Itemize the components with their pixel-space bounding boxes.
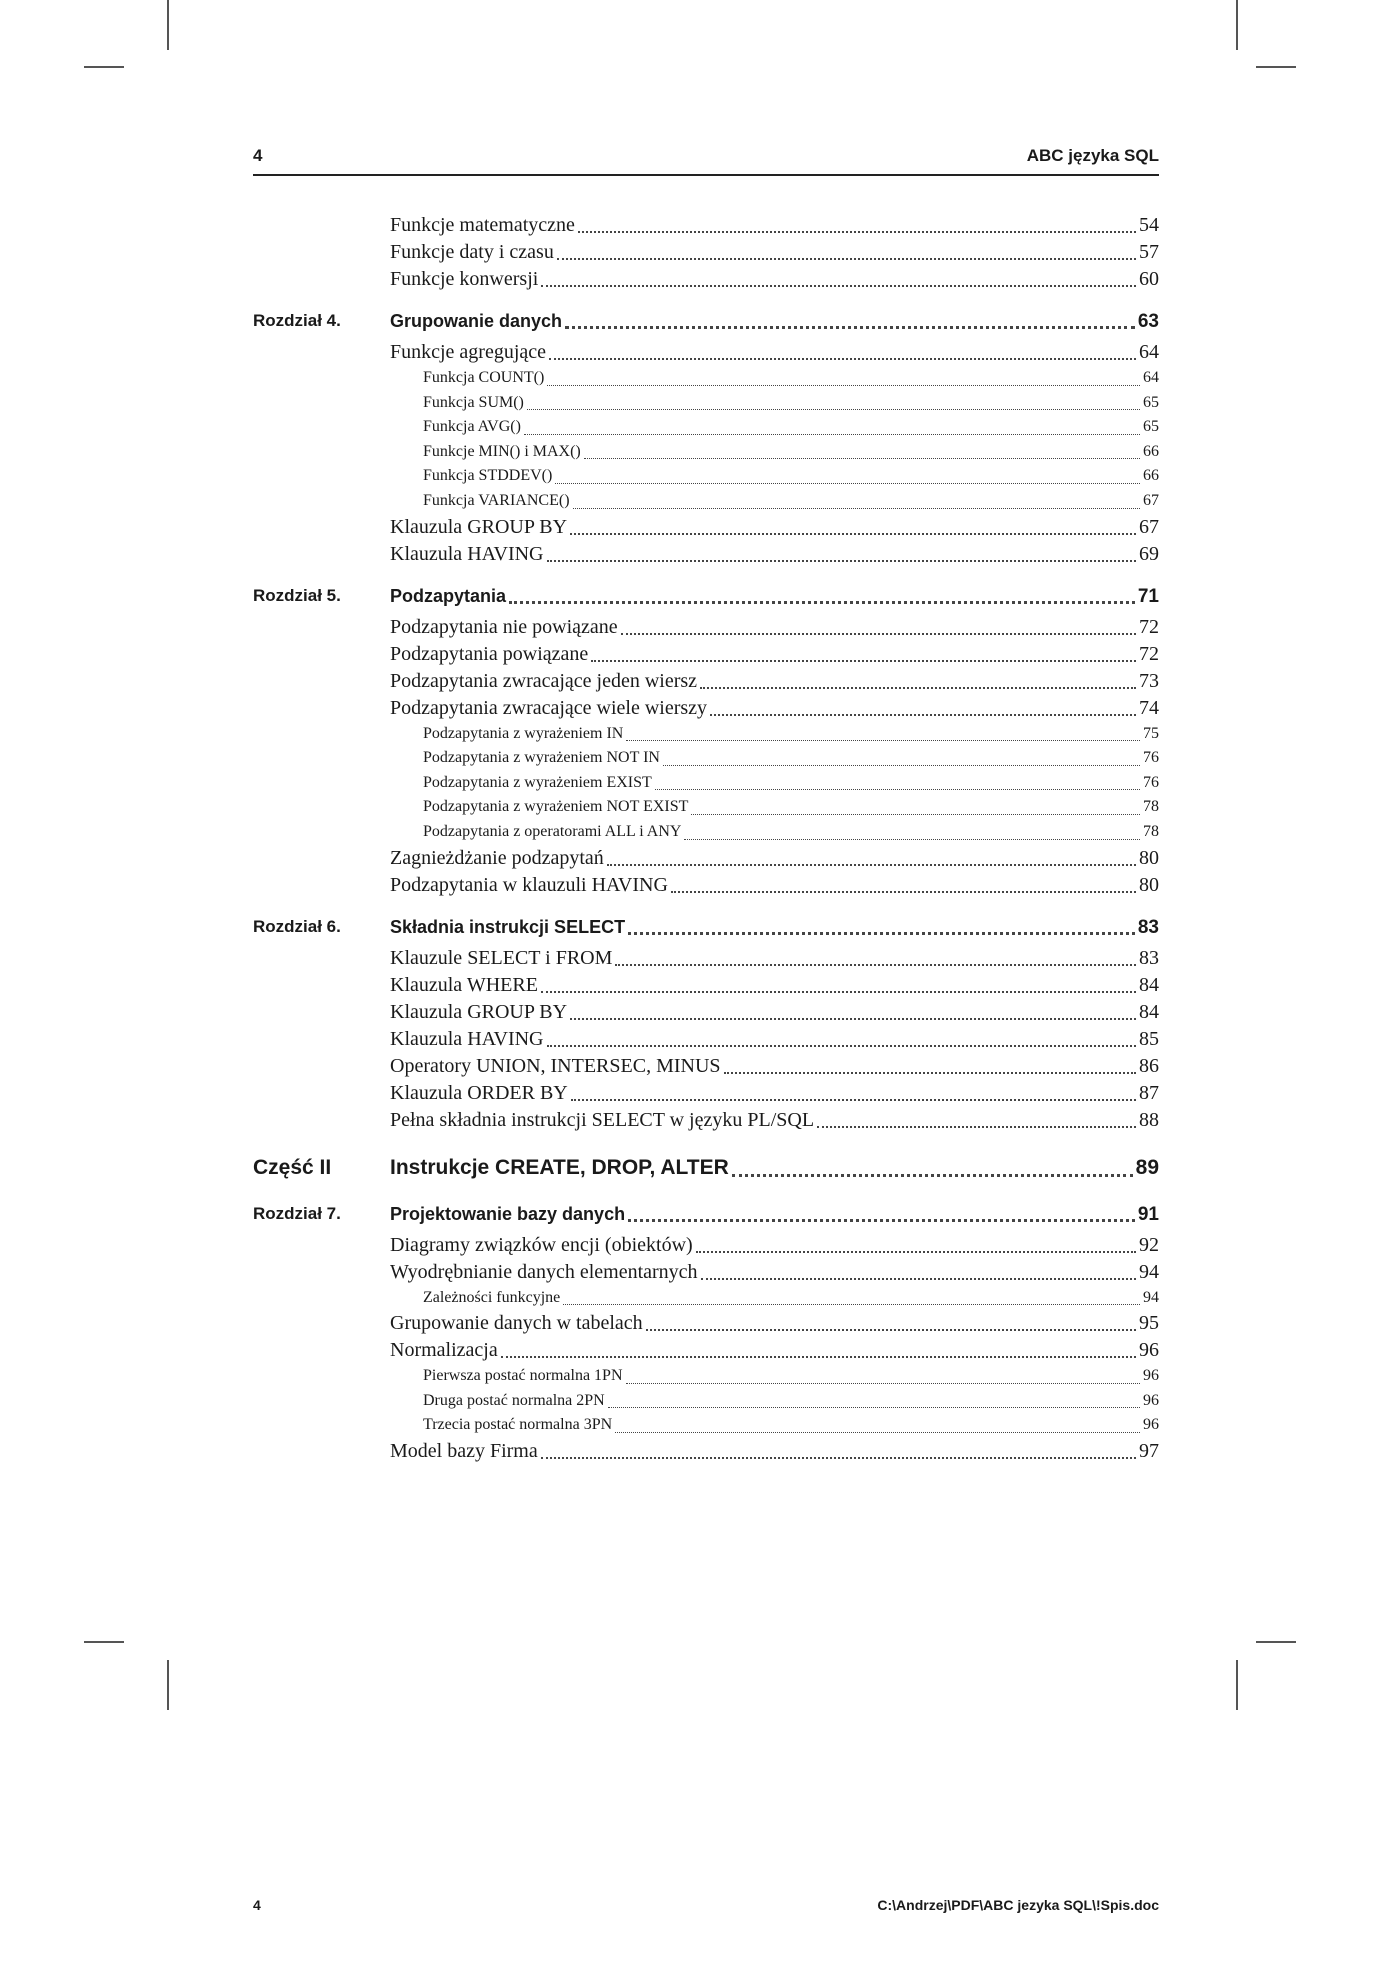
toc-entry (390, 239, 1159, 266)
toc-entry (390, 266, 1159, 293)
dot-leader (615, 964, 1136, 966)
toc-page-number: 91 (1137, 1203, 1159, 1225)
toc-label: Klauzula GROUP BY (390, 1000, 568, 1023)
dot-leader (701, 1278, 1136, 1280)
toc-page-number: 88 (1139, 1108, 1159, 1131)
toc-label: Funkcje konwersji (390, 268, 539, 290)
toc-label: Funkcje daty i czasu (390, 241, 554, 263)
dot-leader (524, 434, 1140, 435)
toc-entry (390, 1053, 1159, 1080)
toc-page-number: 87 (1139, 1081, 1159, 1104)
toc-page-number: 80 (1139, 873, 1159, 896)
toc-entry (390, 541, 1159, 568)
dot-leader (691, 814, 1140, 815)
toc-entry (423, 722, 1159, 747)
toc-label: Zależności funkcyjne (423, 1288, 561, 1306)
toc-label: Normalizacja (390, 1339, 498, 1362)
toc-label: Klauzula ORDER BY (390, 1081, 568, 1104)
toc-entry (423, 746, 1159, 771)
toc-label: Wyodrębnianie danych elementarnych (390, 1260, 698, 1283)
toc-page-number: 94 (1143, 1288, 1159, 1306)
toc-entry (423, 1286, 1159, 1311)
toc-label: Funkcja SUM() (423, 393, 524, 411)
toc-label: Podzapytania nie powiązane (390, 615, 618, 638)
toc-chapter (253, 580, 1159, 612)
dot-leader (591, 660, 1136, 662)
header-book-title: ABC języka SQL (1026, 146, 1159, 165)
dot-leader (696, 1251, 1136, 1253)
crop-mark (84, 1641, 124, 1643)
crop-mark (1236, 0, 1238, 50)
toc-entry (423, 464, 1159, 489)
toc-entry (423, 1413, 1159, 1438)
toc-page-number: 78 (1143, 798, 1159, 816)
toc-page-number: 66 (1143, 467, 1159, 485)
dot-leader (626, 1383, 1140, 1384)
toc-entry (423, 1364, 1159, 1389)
dot-leader (710, 714, 1136, 716)
toc-page-number: 64 (1139, 341, 1159, 363)
toc-page-number: 67 (1143, 491, 1159, 509)
dot-leader (570, 1018, 1136, 1020)
toc-entry (423, 795, 1159, 820)
dot-leader (547, 1045, 1137, 1047)
toc-label: Grupowanie danych (390, 311, 563, 331)
dot-leader (571, 1099, 1136, 1101)
toc-label: Instrukcje CREATE, DROP, ALTER (390, 1155, 729, 1179)
toc-label: Klauzula HAVING (390, 542, 544, 565)
toc-prefix: Rozdział 4. (253, 311, 341, 330)
toc-label: Druga postać normalna 2PN (423, 1391, 605, 1409)
toc-page-number: 75 (1143, 724, 1159, 742)
dot-leader (817, 1126, 1136, 1128)
toc-page-number: 72 (1139, 642, 1159, 665)
toc-label: Trzecia postać normalna 3PN (423, 1416, 613, 1434)
toc-page-number: 89 (1135, 1155, 1159, 1179)
toc-label: Podzapytania zwracające jeden wiersz (390, 669, 698, 692)
toc-label: Operatory UNION, INTERSEC, MINUS (390, 1054, 721, 1077)
dot-leader (573, 508, 1140, 509)
toc-label: Klauzula GROUP BY (390, 515, 568, 538)
dot-leader (671, 891, 1136, 893)
table-of-contents (253, 212, 1159, 1465)
dot-leader (547, 560, 1137, 562)
toc-label: Funkcje matematyczne (390, 214, 575, 236)
toc-entry (423, 440, 1159, 465)
toc-page-number: 96 (1139, 1339, 1159, 1362)
toc-entry (390, 1026, 1159, 1053)
toc-label: Funkcja COUNT() (423, 369, 545, 386)
toc-entry (423, 415, 1159, 440)
toc-entry (390, 1232, 1159, 1259)
toc-label: Podzapytania w klauzuli HAVING (390, 873, 668, 896)
toc-label: Podzapytania z wyrażeniem IN (423, 724, 624, 742)
toc-page-number: 85 (1139, 1027, 1159, 1050)
toc-label: Funkcja AVG() (423, 418, 521, 436)
toc-label: Klauzula WHERE (390, 973, 538, 996)
dot-leader (700, 687, 1136, 689)
toc-entry (390, 1080, 1159, 1107)
toc-label: Projektowanie bazy danych (390, 1203, 626, 1224)
toc-label: Funkcje agregujące (390, 341, 547, 363)
toc-page-number: 67 (1139, 515, 1159, 538)
toc-label: Grupowanie danych w tabelach (390, 1312, 643, 1335)
dot-leader (547, 385, 1140, 386)
toc-label: Funkcja STDDEV() (423, 467, 553, 485)
toc-chapter (253, 911, 1159, 943)
toc-page-number: 80 (1139, 846, 1159, 869)
toc-entry (423, 771, 1159, 796)
toc-label: Podzapytania z wyrażeniem NOT IN (423, 749, 660, 767)
toc-page-number: 84 (1139, 1000, 1159, 1023)
crop-mark (167, 0, 169, 50)
toc-page-number: 71 (1137, 585, 1159, 607)
toc-label: Podzapytania z wyrażeniem NOT EXIST (423, 798, 689, 816)
running-header (253, 146, 1159, 176)
dot-leader (570, 533, 1136, 535)
toc-label: Podzapytania zwracające wiele wierszy (390, 696, 708, 719)
dot-leader (615, 1432, 1140, 1433)
toc-label: Klauzula HAVING (390, 1027, 544, 1050)
toc-chapter (253, 1198, 1159, 1230)
toc-page-number: 66 (1143, 442, 1159, 460)
crop-mark (1236, 1660, 1238, 1710)
toc-entry (390, 1337, 1159, 1364)
footer-file-path: C:\Andrzej\PDF\ABC jezyka SQL\!Spis.doc (877, 1897, 1159, 1913)
crop-mark (167, 1660, 169, 1710)
dot-leader (663, 765, 1140, 766)
toc-label: Model bazy Firma (390, 1439, 538, 1462)
dot-leader (724, 1072, 1136, 1074)
toc-label: Funkcja VARIANCE() (423, 491, 570, 509)
toc-entry (390, 1438, 1159, 1465)
toc-label: Podzapytania powiązane (390, 642, 589, 665)
toc-page-number: 95 (1139, 1312, 1159, 1335)
toc-page-number: 73 (1139, 669, 1159, 692)
dot-leader (565, 326, 1135, 329)
toc-page-number: 78 (1143, 822, 1159, 840)
toc-page-number: 83 (1137, 916, 1159, 938)
toc-page-number: 76 (1143, 749, 1159, 767)
dot-leader (541, 991, 1136, 993)
toc-label: Pierwsza postać normalna 1PN (423, 1367, 623, 1385)
toc-page-number: 72 (1139, 615, 1159, 638)
toc-entry (390, 1310, 1159, 1337)
toc-page-number: 76 (1143, 773, 1159, 791)
dot-leader (541, 285, 1136, 287)
toc-entry (390, 668, 1159, 695)
toc-entry (390, 514, 1159, 541)
dot-leader (608, 1407, 1140, 1408)
toc-label: Podzapytania z wyrażeniem EXIST (423, 773, 652, 791)
toc-page-number: 69 (1139, 542, 1159, 565)
toc-entry (390, 695, 1159, 722)
toc-entry (390, 999, 1159, 1026)
toc-entry (423, 489, 1159, 514)
header-page-number: 4 (253, 146, 263, 165)
dot-leader (655, 789, 1140, 790)
toc-page-number: 86 (1139, 1054, 1159, 1077)
toc-entry (390, 641, 1159, 668)
toc-label: Zagnieżdżanie podzapytań (390, 846, 604, 869)
toc-entry (423, 391, 1159, 416)
crop-mark (84, 66, 124, 68)
toc-page-number: 65 (1143, 418, 1159, 436)
dot-leader (501, 1356, 1136, 1358)
toc-page-number: 65 (1143, 393, 1159, 411)
toc-chapter (253, 305, 1159, 337)
dot-leader (584, 458, 1140, 459)
dot-leader (555, 483, 1140, 484)
toc-prefix: Rozdział 7. (253, 1203, 341, 1223)
toc-entry (390, 972, 1159, 999)
dot-leader (628, 1219, 1135, 1222)
toc-entry (390, 845, 1159, 872)
toc-page-number: 60 (1139, 268, 1159, 290)
toc-entry (390, 872, 1159, 899)
toc-entry (390, 1259, 1159, 1286)
toc-entry (390, 945, 1159, 972)
toc-prefix: Część II (253, 1155, 332, 1179)
toc-page-number: 92 (1139, 1233, 1159, 1256)
dot-leader (563, 1304, 1140, 1305)
dot-leader (626, 740, 1140, 741)
toc-label: Podzapytania z operatorami ALL i ANY (423, 822, 682, 840)
toc-label: Podzapytania (390, 585, 507, 606)
toc-page-number: 74 (1139, 696, 1159, 719)
toc-entry (423, 1389, 1159, 1414)
toc-label: Klauzule SELECT i FROM (390, 946, 613, 969)
footer-page-number: 4 (253, 1897, 261, 1913)
toc-entry (390, 1107, 1159, 1134)
toc-page-number: 84 (1139, 973, 1159, 996)
toc-label: Funkcje MIN() i MAX() (423, 442, 581, 460)
toc-prefix: Rozdział 6. (253, 916, 341, 936)
toc-entry (390, 339, 1159, 366)
toc-page-number: 63 (1137, 311, 1159, 332)
dot-leader (541, 1457, 1136, 1459)
dot-leader (646, 1329, 1136, 1331)
toc-label: Diagramy związków encji (obiektów) (390, 1233, 693, 1256)
toc-entry (423, 366, 1159, 391)
toc-page-number: 54 (1139, 214, 1159, 236)
dot-leader (578, 231, 1136, 233)
dot-leader (732, 1174, 1133, 1177)
dot-leader (607, 864, 1136, 866)
toc-entry (390, 212, 1159, 239)
toc-page-number: 96 (1143, 1367, 1159, 1385)
toc-page-number: 96 (1143, 1416, 1159, 1434)
toc-prefix: Rozdział 5. (253, 585, 341, 605)
toc-page-number: 96 (1143, 1391, 1159, 1409)
dot-leader (621, 633, 1136, 635)
dot-leader (549, 358, 1136, 360)
dot-leader (527, 409, 1140, 410)
dot-leader (628, 932, 1135, 935)
toc-entry (390, 614, 1159, 641)
toc-part (253, 1150, 1159, 1186)
toc-page-number: 64 (1143, 369, 1159, 386)
toc-label: Pełna składnia instrukcji SELECT w języku PL/SQL (390, 1108, 815, 1131)
toc-page-number: 57 (1139, 241, 1159, 263)
toc-page-number: 83 (1139, 946, 1159, 969)
toc-entry (423, 820, 1159, 845)
crop-mark (1256, 66, 1296, 68)
dot-leader (684, 839, 1140, 840)
toc-page-number: 94 (1139, 1260, 1159, 1283)
dot-leader (557, 258, 1136, 260)
dot-leader (509, 601, 1135, 604)
toc-page-number: 97 (1139, 1439, 1159, 1462)
toc-label: Składnia instrukcji SELECT (390, 916, 626, 937)
crop-mark (1256, 1641, 1296, 1643)
